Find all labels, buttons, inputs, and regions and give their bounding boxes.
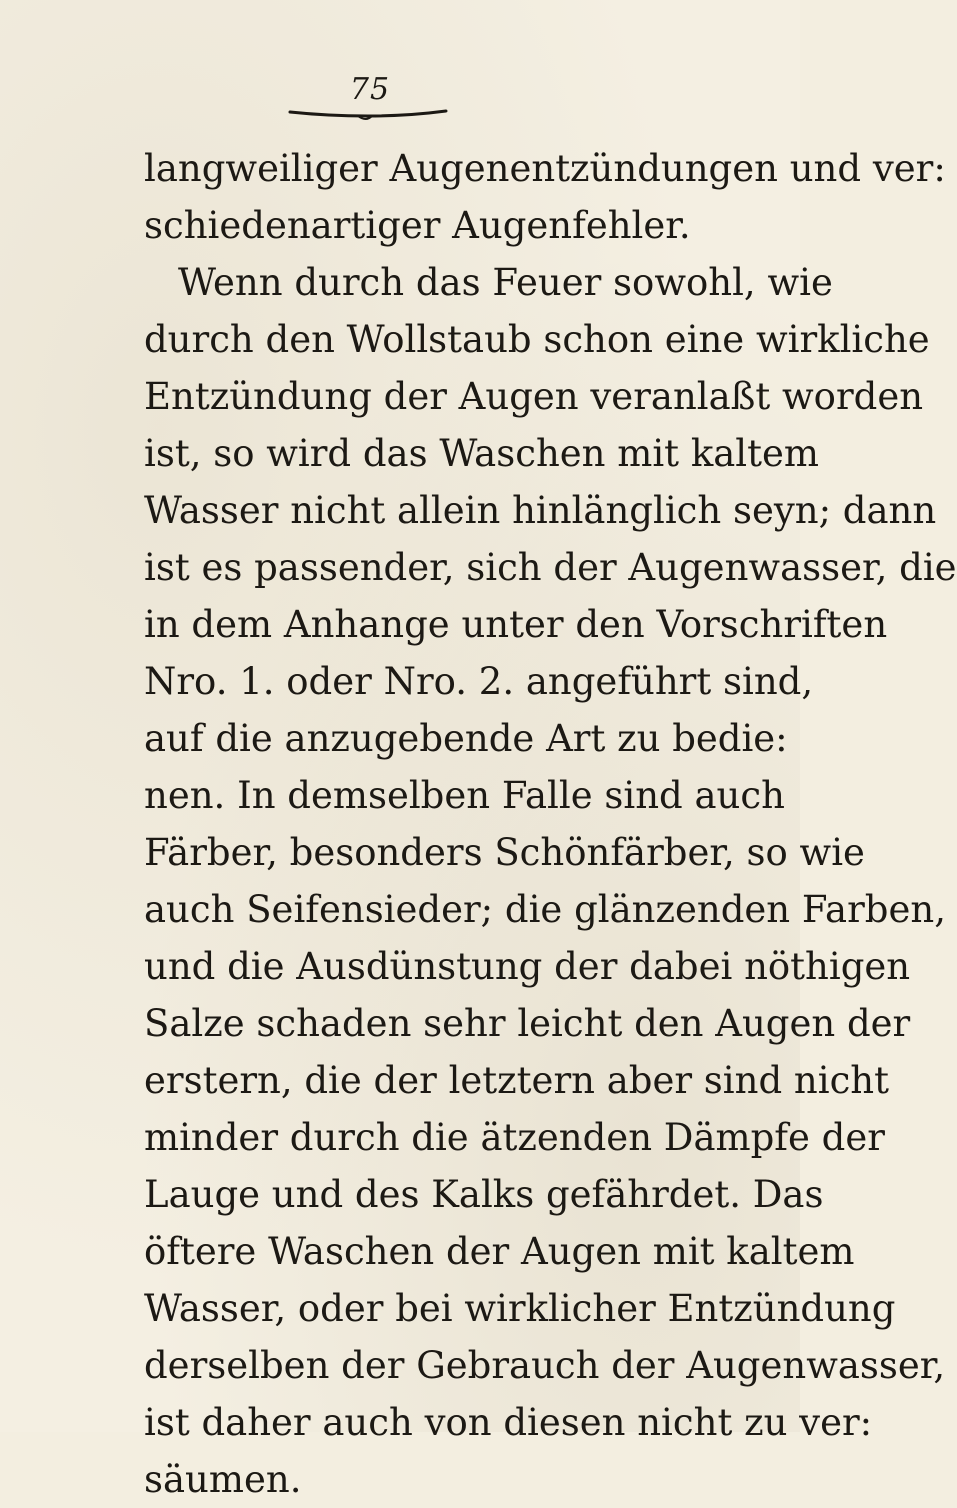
text-line: Nro. 1. oder Nro. 2. angeführt sind, [144, 660, 814, 703]
text-line: auf die anzugebende Art zu bedie: [144, 717, 788, 760]
text-line: auch Seifensieder; die glänzenden Farben, [144, 888, 946, 931]
text-line: nen. In demselben Falle sind auch [144, 774, 785, 817]
text-line: säumen. [144, 1458, 302, 1501]
text-line: derselben der Gebrauch der Augenwasser, [144, 1344, 946, 1387]
text-line: durch den Wollstaub schon eine wirkliche [144, 318, 930, 361]
text-line: schiedenartiger Augenfehler. [144, 204, 691, 247]
text-line: Entzündung der Augen veranlaßt worden [144, 375, 924, 418]
text-line: ist daher auch von diesen nicht zu ver: [144, 1401, 873, 1444]
text-line: Wasser, oder bei wirklicher Entzündung [144, 1287, 896, 1330]
text-line: Salze schaden sehr leicht den Augen der [144, 1002, 911, 1045]
text-line: und die Ausdünstung der dabei nöthigen [144, 945, 911, 988]
text-line: minder durch die ätzenden Dämpfe der [144, 1116, 885, 1159]
text-line: ist es passender, sich der Augenwasser, die [144, 546, 957, 589]
text-line: Färber, besonders Schönfärber, so wie [144, 831, 865, 874]
ornament-rule [288, 108, 448, 128]
text-line: ist, so wird das Waschen mit kaltem [144, 432, 819, 475]
text-line: Lauge und des Kalks gefährdet. Das [144, 1173, 824, 1216]
text-line: Wenn durch das Feuer sowohl, wie [178, 261, 833, 304]
text-line: Wasser nicht allein hinlänglich seyn; dann [144, 489, 937, 532]
page-number: 75 [349, 72, 391, 107]
text-line: in dem Anhange unter den Vorschriften [144, 603, 888, 646]
body-text [144, 140, 957, 1508]
text-line: erstern, die der letztern aber sind nicht [144, 1059, 889, 1102]
text-line: langweiliger Augenentzündungen und ver: [144, 147, 946, 190]
text-line: öftere Waschen der Augen mit kaltem [144, 1230, 855, 1273]
